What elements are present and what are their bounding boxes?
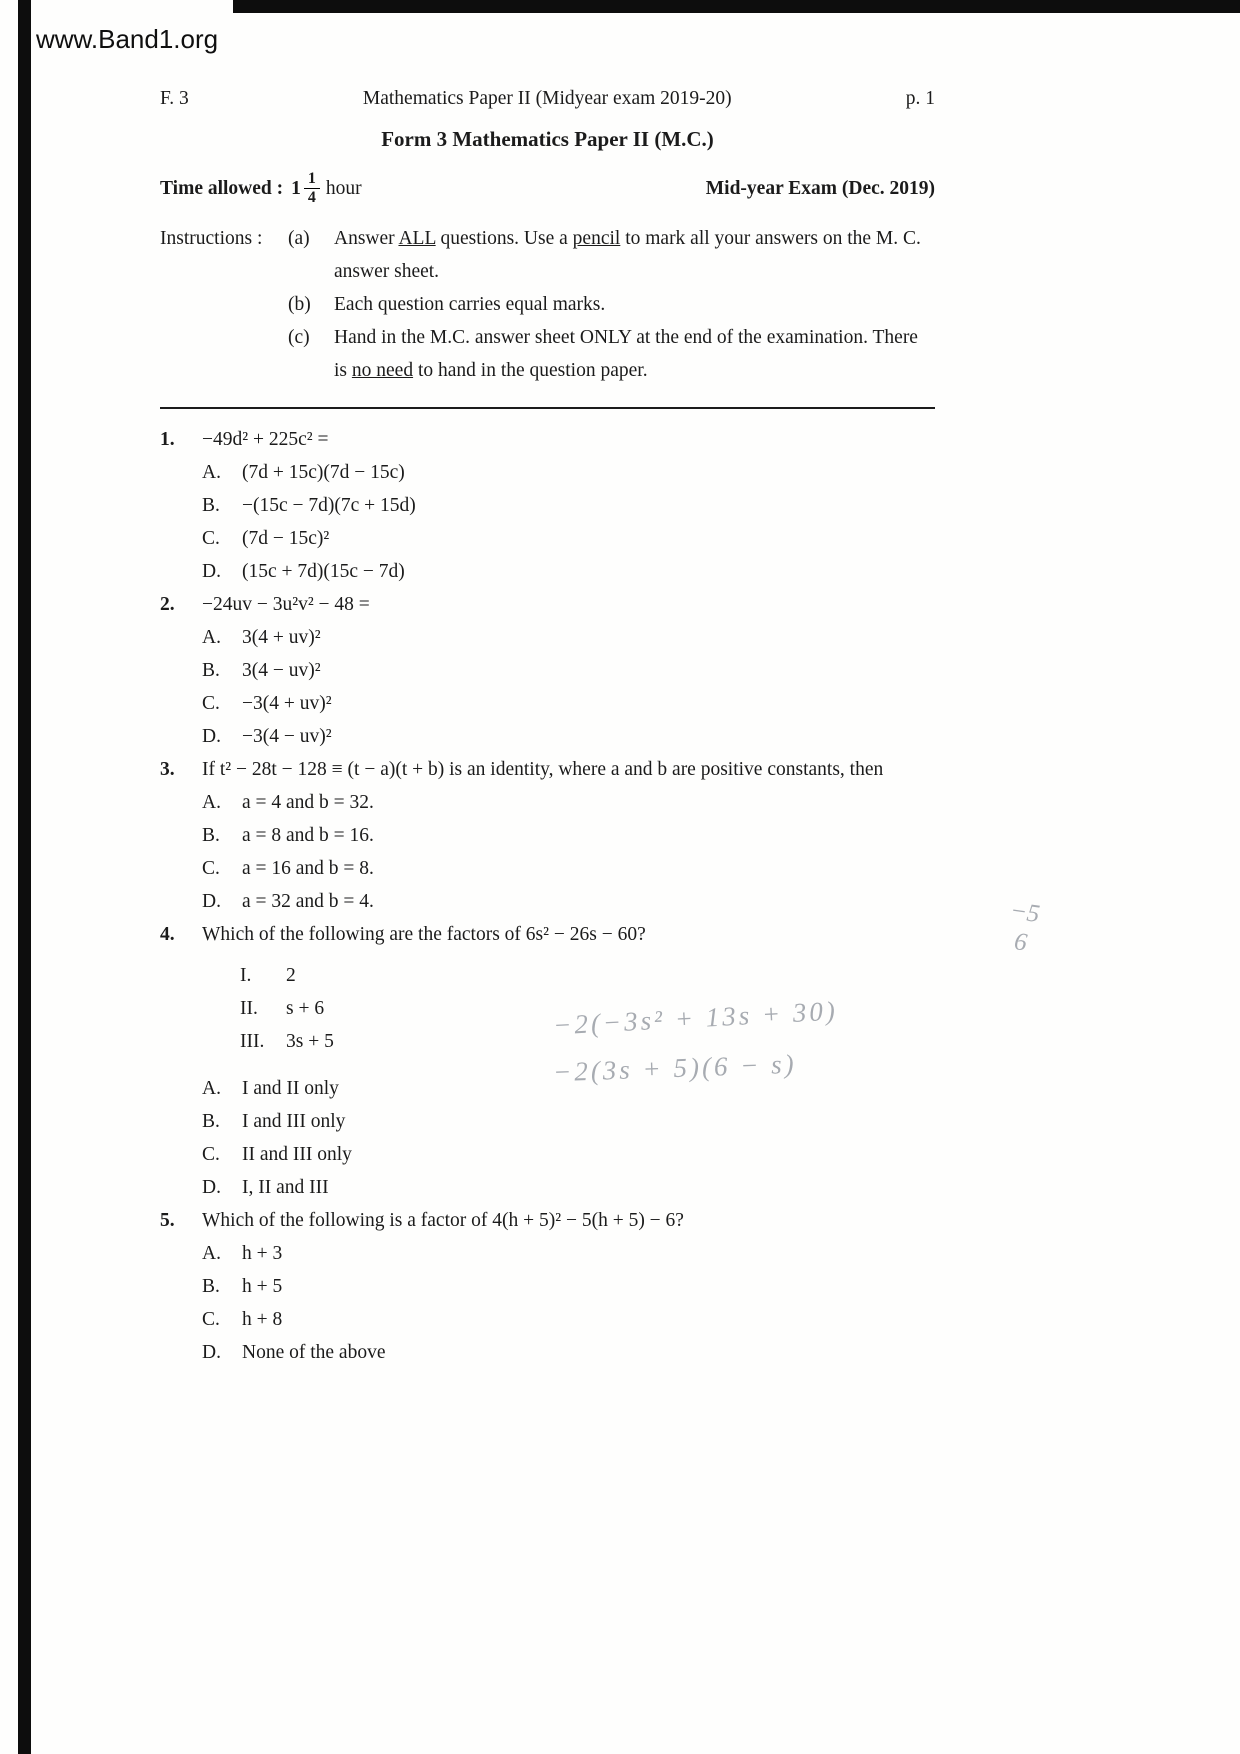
header-page-number: p. 1 (905, 88, 935, 109)
q5-option-d (202, 1336, 935, 1369)
option-text: (7d − 15c)² (242, 528, 330, 549)
question-stem: Which of the following are the factors of 6s² − 26s − 60? (202, 924, 646, 945)
option-text: I and II only (242, 1078, 339, 1099)
question-1-stem-row (160, 423, 935, 456)
option-label: B. (202, 660, 220, 681)
instruction-b-text: Each question carries equal marks. (334, 294, 606, 315)
fraction-numerator: 1 (304, 170, 320, 189)
q5-option-b (202, 1270, 935, 1303)
option-label: B. (202, 1111, 220, 1132)
q5-option-c (202, 1303, 935, 1336)
option-label: B. (202, 495, 220, 516)
option-text: None of the above (242, 1342, 386, 1363)
instruction-a-underlined2: pencil (572, 228, 621, 249)
option-text: a = 16 and b = 8. (242, 858, 374, 879)
option-label: C. (202, 1144, 220, 1165)
q1-option-a (202, 456, 935, 489)
section-divider (160, 407, 935, 409)
header-paper-name: Mathematics Paper II (Midyear exam 2019-20) (362, 88, 732, 109)
option-label: D. (202, 1177, 221, 1198)
question-4-stem-row (160, 918, 935, 951)
option-text: h + 3 (242, 1243, 283, 1264)
question-number: 5. (160, 1210, 175, 1231)
option-text: I, II and III (242, 1177, 329, 1198)
option-text: II and III only (242, 1144, 352, 1165)
time-exam-row (160, 164, 935, 212)
time-fraction (304, 170, 320, 206)
handwriting-work-line1: −2(−3s² + 13s + 30) (552, 995, 839, 1041)
handwriting-margin-numerator: −5 (1008, 897, 1042, 929)
question-stem: Which of the following is a factor of 4(h + 5)² − 5(h + 5) − 6? (202, 1210, 684, 1231)
statement-label: III. (240, 1031, 265, 1052)
time-whole-number: 1 (291, 177, 301, 199)
statement-label: I. (240, 965, 252, 986)
time-allowed (160, 170, 362, 206)
page-header (160, 82, 935, 115)
question-1 (160, 423, 935, 588)
option-text: 3(4 + uv)² (242, 627, 321, 648)
exam-session: Mid-year Exam (Dec. 2019) (705, 177, 935, 199)
q4-option-d (202, 1171, 935, 1204)
option-label: A. (202, 627, 221, 648)
option-text: 3(4 − uv)² (242, 660, 321, 681)
instruction-c-text (334, 321, 935, 387)
option-text: −3(4 − uv)² (242, 726, 332, 747)
option-text: h + 8 (242, 1309, 283, 1330)
q1-option-d (202, 555, 935, 588)
instruction-c-marker: (c) (288, 327, 310, 348)
question-3 (160, 753, 935, 918)
q3-option-a (202, 786, 935, 819)
question-2 (160, 588, 935, 753)
instruction-a-part2: questions. Use a (435, 228, 573, 249)
page-content (160, 0, 935, 1369)
q2-option-d (202, 720, 935, 753)
option-label: D. (202, 561, 221, 582)
q1-option-b (202, 489, 935, 522)
option-text: a = 4 and b = 32. (242, 792, 374, 813)
instruction-a-part3: to mark all your answers on the M. C. answer sheet. (334, 228, 921, 282)
instructions-label: Instructions : (160, 228, 263, 249)
instruction-a-part1: Answer (334, 228, 399, 249)
question-number: 2. (160, 594, 175, 615)
question-3-stem-row (160, 753, 935, 786)
option-label: D. (202, 891, 221, 912)
option-label: D. (202, 1342, 221, 1363)
scan-edge-left (18, 0, 31, 1754)
option-text: I and III only (242, 1111, 346, 1132)
option-text: −3(4 + uv)² (242, 693, 332, 714)
option-text: −(15c − 7d)(7c + 15d) (242, 495, 416, 516)
instruction-a-marker: (a) (288, 228, 310, 249)
option-label: A. (202, 792, 221, 813)
option-text: h + 5 (242, 1276, 283, 1297)
instruction-c-part2: to hand in the question paper. (413, 360, 648, 381)
time-unit: hour (325, 177, 362, 199)
q5-option-a (202, 1237, 935, 1270)
paper-title: Form 3 Mathematics Paper II (M.C.) (381, 127, 714, 151)
option-label: C. (202, 1309, 220, 1330)
q2-option-c (202, 687, 935, 720)
handwriting-margin-denominator: 6 (1012, 928, 1029, 957)
instructions-spacer-1 (160, 288, 288, 321)
question-number: 1. (160, 429, 175, 450)
question-stem: −49d² + 225c² = (202, 429, 329, 450)
time-allowed-label: Time allowed : (160, 177, 284, 199)
option-label: B. (202, 1276, 220, 1297)
statement-label: II. (240, 998, 258, 1019)
option-text: a = 32 and b = 4. (242, 891, 374, 912)
instructions-block (160, 222, 935, 387)
option-label: A. (202, 462, 221, 483)
option-label: A. (202, 1243, 221, 1264)
option-label: D. (202, 726, 221, 747)
handwriting-work-line2: −2(3s + 5)(6 − s) (552, 1048, 798, 1088)
question-5 (160, 1204, 935, 1369)
q4-option-c (202, 1138, 935, 1171)
instruction-c-part1: Hand in the M.C. answer sheet ONLY at the end of the examination. There is (334, 327, 918, 381)
statement-text: 2 (286, 965, 296, 986)
option-label: C. (202, 858, 220, 879)
q3-option-c (202, 852, 935, 885)
instruction-a-underlined1: ALL (398, 228, 436, 249)
question-number: 3. (160, 759, 175, 780)
q4-option-b (202, 1105, 935, 1138)
option-text: (7d + 15c)(7d − 15c) (242, 462, 405, 483)
question-5-stem-row (160, 1204, 935, 1237)
question-4 (160, 918, 935, 1204)
question-2-stem-row (160, 588, 935, 621)
question-number: 4. (160, 924, 175, 945)
site-watermark: www.Band1.org (36, 24, 219, 54)
q2-option-a (202, 621, 935, 654)
option-label: C. (202, 693, 220, 714)
question-stem: If t² − 28t − 128 ≡ (t − a)(t + b) is an identity, where a and b are positive constants, then (202, 759, 884, 780)
fraction-denominator: 4 (307, 188, 316, 206)
q1-option-c (202, 522, 935, 555)
q2-option-b (202, 654, 935, 687)
q3-option-d (202, 885, 935, 918)
option-label: C. (202, 528, 220, 549)
statement-text: 3s + 5 (286, 1031, 334, 1052)
q4-statement-i (240, 959, 935, 992)
instruction-a-text (334, 222, 935, 288)
question-stem: −24uv − 3u²v² − 48 = (202, 594, 370, 615)
handwriting-margin-note (1004, 896, 1041, 960)
instructions-spacer-2 (160, 321, 288, 387)
q3-option-b (202, 819, 935, 852)
option-label: A. (202, 1078, 221, 1099)
statement-text: s + 6 (286, 998, 325, 1019)
instruction-b-marker: (b) (288, 294, 311, 315)
option-text: a = 8 and b = 16. (242, 825, 374, 846)
option-label: B. (202, 825, 220, 846)
header-form-level: F. 3 (160, 88, 189, 109)
instruction-c-underlined1: no need (351, 360, 414, 381)
option-text: (15c + 7d)(15c − 7d) (242, 561, 405, 582)
